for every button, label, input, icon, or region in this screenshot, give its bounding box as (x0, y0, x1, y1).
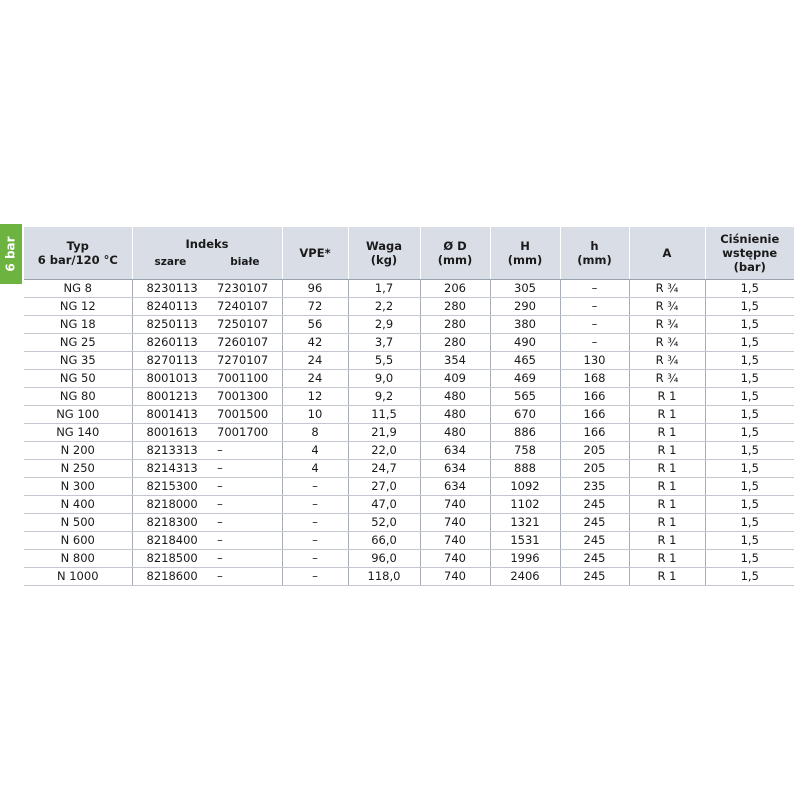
cell-diameter: 480 (420, 388, 490, 406)
cell-pressure: 1,5 (705, 280, 794, 298)
cell-pressure: 1,5 (705, 478, 794, 496)
cell-weight: 118,0 (348, 568, 420, 586)
cell-height-H: 886 (490, 424, 560, 442)
table-row (24, 442, 794, 460)
cell-diameter: 740 (420, 568, 490, 586)
cell-height-H: 1102 (490, 496, 560, 514)
cell-index-grey: 8001613 (132, 424, 207, 442)
table-row (24, 370, 794, 388)
cell-diameter: 634 (420, 442, 490, 460)
cell-height-H: 305 (490, 280, 560, 298)
cell-connection: R 1 (629, 550, 705, 568)
cell-weight: 47,0 (348, 496, 420, 514)
cell-index-grey: 8218000 (132, 496, 207, 514)
cell-diameter: 280 (420, 298, 490, 316)
cell-typ: N 400 (24, 496, 132, 514)
cell-weight: 2,2 (348, 298, 420, 316)
header-vpe: VPE* (282, 227, 348, 280)
cell-index-white: 7001300 (207, 388, 282, 406)
cell-vpe: 96 (282, 280, 348, 298)
header-typ: Typ 6 bar/120 °C (24, 227, 132, 280)
cell-index-grey: 8001213 (132, 388, 207, 406)
header-connection-A: A (629, 227, 705, 280)
cell-connection: R ¾ (629, 280, 705, 298)
cell-height-h: – (560, 280, 629, 298)
cell-index-grey: 8218500 (132, 550, 207, 568)
cell-connection: R ¾ (629, 370, 705, 388)
cell-connection: R 1 (629, 442, 705, 460)
cell-diameter: 634 (420, 460, 490, 478)
cell-diameter: 634 (420, 478, 490, 496)
cell-connection: R 1 (629, 388, 705, 406)
header-szare: szare (154, 256, 187, 268)
table-row (24, 568, 794, 586)
cell-pressure: 1,5 (705, 298, 794, 316)
cell-weight: 1,7 (348, 280, 420, 298)
cell-vpe: 72 (282, 298, 348, 316)
table-row (24, 478, 794, 496)
cell-vpe: 42 (282, 334, 348, 352)
cell-connection: R 1 (629, 568, 705, 586)
cell-diameter: 280 (420, 316, 490, 334)
cell-height-H: 465 (490, 352, 560, 370)
pressure-tab (0, 224, 22, 284)
cell-height-h: – (560, 334, 629, 352)
cell-index-grey: 8250113 (132, 316, 207, 334)
cell-index-white: – (207, 478, 282, 496)
cell-connection: R 1 (629, 532, 705, 550)
cell-pressure: 1,5 (705, 550, 794, 568)
table-row (24, 496, 794, 514)
cell-index-white: 7230107 (207, 280, 282, 298)
cell-index-white: 7270107 (207, 352, 282, 370)
cell-height-h: 245 (560, 496, 629, 514)
table-row (24, 514, 794, 532)
cell-diameter: 280 (420, 334, 490, 352)
cell-connection: R 1 (629, 478, 705, 496)
cell-pressure: 1,5 (705, 316, 794, 334)
cell-index-grey: 8230113 (132, 280, 207, 298)
cell-index-grey: 8001413 (132, 406, 207, 424)
cell-height-h: 166 (560, 424, 629, 442)
cell-height-h: 245 (560, 550, 629, 568)
cell-connection: R 1 (629, 514, 705, 532)
pressure-tab-label: 6 bar (4, 236, 19, 272)
cell-index-white: – (207, 460, 282, 478)
cell-index-grey: 8260113 (132, 334, 207, 352)
cell-index-white: – (207, 532, 282, 550)
cell-height-h: – (560, 298, 629, 316)
cell-height-h: 166 (560, 388, 629, 406)
header-pressure: Ciśnienie wstępne (bar) (705, 227, 794, 280)
cell-weight: 52,0 (348, 514, 420, 532)
cell-index-white: – (207, 442, 282, 460)
header-diameter: Ø D (mm) (420, 227, 490, 280)
cell-height-h: 245 (560, 568, 629, 586)
cell-diameter: 354 (420, 352, 490, 370)
cell-height-h: 235 (560, 478, 629, 496)
table-header (24, 227, 794, 280)
cell-index-white: 7250107 (207, 316, 282, 334)
cell-index-white: 7001500 (207, 406, 282, 424)
cell-typ: N 250 (24, 460, 132, 478)
cell-weight: 66,0 (348, 532, 420, 550)
cell-index-white: 7001700 (207, 424, 282, 442)
cell-vpe: 56 (282, 316, 348, 334)
cell-weight: 2,9 (348, 316, 420, 334)
table-row (24, 460, 794, 478)
cell-weight: 27,0 (348, 478, 420, 496)
table-body (24, 280, 794, 586)
table-row (24, 280, 794, 298)
cell-typ: NG 8 (24, 280, 132, 298)
cell-pressure: 1,5 (705, 424, 794, 442)
cell-index-grey: 8001013 (132, 370, 207, 388)
cell-connection: R 1 (629, 424, 705, 442)
cell-pressure: 1,5 (705, 334, 794, 352)
cell-vpe: 12 (282, 388, 348, 406)
cell-vpe: – (282, 496, 348, 514)
cell-connection: R ¾ (629, 352, 705, 370)
cell-diameter: 740 (420, 514, 490, 532)
cell-height-h: 205 (560, 442, 629, 460)
cell-weight: 11,5 (348, 406, 420, 424)
header-height-h: h (mm) (560, 227, 629, 280)
table-row (24, 298, 794, 316)
cell-height-H: 670 (490, 406, 560, 424)
cell-diameter: 480 (420, 406, 490, 424)
header-height-H: H (mm) (490, 227, 560, 280)
cell-pressure: 1,5 (705, 370, 794, 388)
cell-typ: NG 100 (24, 406, 132, 424)
cell-vpe: 24 (282, 352, 348, 370)
cell-vpe: – (282, 478, 348, 496)
cell-weight: 22,0 (348, 442, 420, 460)
cell-height-h: – (560, 316, 629, 334)
cell-diameter: 740 (420, 496, 490, 514)
cell-index-white: 7240107 (207, 298, 282, 316)
table-row (24, 406, 794, 424)
cell-vpe: – (282, 532, 348, 550)
cell-index-white: – (207, 496, 282, 514)
cell-diameter: 206 (420, 280, 490, 298)
cell-typ: N 800 (24, 550, 132, 568)
cell-pressure: 1,5 (705, 388, 794, 406)
table-row (24, 388, 794, 406)
cell-typ: NG 140 (24, 424, 132, 442)
cell-vpe: 4 (282, 460, 348, 478)
cell-height-h: 205 (560, 460, 629, 478)
cell-height-H: 565 (490, 388, 560, 406)
cell-height-H: 490 (490, 334, 560, 352)
cell-weight: 9,2 (348, 388, 420, 406)
cell-vpe: 10 (282, 406, 348, 424)
cell-height-h: 168 (560, 370, 629, 388)
cell-connection: R 1 (629, 406, 705, 424)
table-row (24, 424, 794, 442)
cell-index-white: – (207, 550, 282, 568)
cell-vpe: – (282, 550, 348, 568)
cell-height-H: 2406 (490, 568, 560, 586)
cell-typ: NG 25 (24, 334, 132, 352)
cell-typ: N 200 (24, 442, 132, 460)
cell-pressure: 1,5 (705, 514, 794, 532)
cell-typ: NG 35 (24, 352, 132, 370)
cell-pressure: 1,5 (705, 406, 794, 424)
cell-height-h: 245 (560, 532, 629, 550)
cell-height-H: 469 (490, 370, 560, 388)
cell-weight: 3,7 (348, 334, 420, 352)
cell-height-H: 1321 (490, 514, 560, 532)
cell-connection: R 1 (629, 496, 705, 514)
cell-typ: N 1000 (24, 568, 132, 586)
cell-vpe: – (282, 514, 348, 532)
table-row (24, 334, 794, 352)
cell-index-grey: 8270113 (132, 352, 207, 370)
cell-height-H: 1996 (490, 550, 560, 568)
cell-typ: N 300 (24, 478, 132, 496)
cell-index-grey: 8218400 (132, 532, 207, 550)
cell-weight: 21,9 (348, 424, 420, 442)
cell-pressure: 1,5 (705, 460, 794, 478)
cell-typ: NG 18 (24, 316, 132, 334)
cell-vpe: 4 (282, 442, 348, 460)
cell-typ: NG 12 (24, 298, 132, 316)
cell-weight: 9,0 (348, 370, 420, 388)
cell-index-grey: 8218300 (132, 514, 207, 532)
cell-typ: NG 80 (24, 388, 132, 406)
cell-height-H: 1531 (490, 532, 560, 550)
cell-index-grey: 8214313 (132, 460, 207, 478)
table-row (24, 532, 794, 550)
cell-vpe: – (282, 568, 348, 586)
cell-index-grey: 8218600 (132, 568, 207, 586)
header-biale: białe (230, 256, 260, 268)
cell-index-white: – (207, 514, 282, 532)
cell-diameter: 740 (420, 550, 490, 568)
cell-pressure: 1,5 (705, 532, 794, 550)
cell-height-H: 380 (490, 316, 560, 334)
cell-pressure: 1,5 (705, 496, 794, 514)
cell-diameter: 740 (420, 532, 490, 550)
table-row (24, 352, 794, 370)
cell-diameter: 409 (420, 370, 490, 388)
cell-weight: 24,7 (348, 460, 420, 478)
cell-height-h: 245 (560, 514, 629, 532)
cell-vpe: 24 (282, 370, 348, 388)
cell-weight: 96,0 (348, 550, 420, 568)
cell-typ: NG 50 (24, 370, 132, 388)
cell-index-grey: 8215300 (132, 478, 207, 496)
header-waga: Waga (kg) (348, 227, 420, 280)
cell-connection: R ¾ (629, 316, 705, 334)
cell-connection: R ¾ (629, 298, 705, 316)
cell-connection: R ¾ (629, 334, 705, 352)
cell-height-h: 130 (560, 352, 629, 370)
table-row (24, 550, 794, 568)
cell-height-h: 166 (560, 406, 629, 424)
cell-height-H: 758 (490, 442, 560, 460)
table-row (24, 316, 794, 334)
cell-vpe: 8 (282, 424, 348, 442)
cell-index-white: – (207, 568, 282, 586)
cell-index-white: 7260107 (207, 334, 282, 352)
cell-diameter: 480 (420, 424, 490, 442)
cell-pressure: 1,5 (705, 568, 794, 586)
cell-pressure: 1,5 (705, 352, 794, 370)
cell-typ: N 500 (24, 514, 132, 532)
cell-index-white: 7001100 (207, 370, 282, 388)
header-indeks: Indeks szare białe (132, 227, 282, 280)
cell-height-H: 290 (490, 298, 560, 316)
cell-index-grey: 8213313 (132, 442, 207, 460)
cell-index-grey: 8240113 (132, 298, 207, 316)
cell-typ: N 600 (24, 532, 132, 550)
cell-connection: R 1 (629, 460, 705, 478)
cell-height-H: 1092 (490, 478, 560, 496)
cell-weight: 5,5 (348, 352, 420, 370)
cell-pressure: 1,5 (705, 442, 794, 460)
cell-height-H: 888 (490, 460, 560, 478)
spec-table (24, 227, 794, 586)
